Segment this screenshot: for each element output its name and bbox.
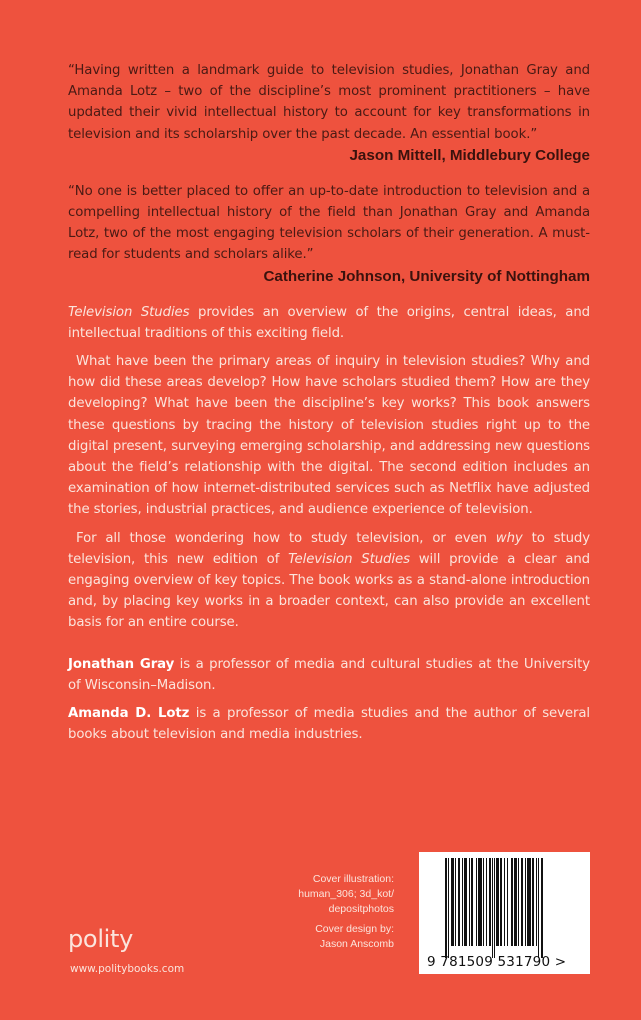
author-name: Jonathan Gray	[68, 656, 175, 672]
cover-text-block	[68, 60, 590, 752]
endorsement-quote-2: “No one is better placed to offer an up-to-date introduction to television and a compelling intellectual history of the field than Jonathan Gray and Amanda Lotz, two of the most engaging television scholars of their generation. A must-read for students and scholars alike.”	[68, 183, 590, 263]
author-bio-2: Amanda D. Lotz is a professor of media studies and the author of several books about television and media industries.	[68, 706, 590, 743]
illustration-credit: Cover illustration: human_306; 3d_kot/ depositphotos	[298, 873, 394, 915]
author-bio-1: Jonathan Gray is a professor of media and cultural studies at the University of Wisconsin–Madison.	[68, 656, 590, 693]
author-name: Amanda D. Lotz	[68, 706, 190, 722]
endorsement-attribution-2: Catherine Johnson, University of Nottingham	[263, 267, 590, 285]
endorsement-quote-1: “Having written a landmark guide to television studies, Jonathan Gray and Amanda Lotz – two of the discipline’s most prominent practitioners – have updated their vivid intellectual history to account for key transformations in television and its scholarship over the past decade. An essential book.”	[68, 63, 590, 142]
design-credit: Cover design by: Jason Anscomb	[315, 923, 394, 950]
book-title-italic: Television Studies	[288, 551, 410, 567]
barcode-bars	[445, 858, 569, 952]
description-paragraph-3: For all those wondering how to study television, or even why to study television, this new edition of Television Studies will provide a clear and engaging overview of key topics. The book works as a stand-alone introduction and, by placing key works in a broader context, can also provide an excellent basis for an entire course.	[68, 530, 591, 631]
isbn-number: 9 781509 531790 >	[427, 954, 567, 970]
endorsement-attribution-1: Jason Mittell, Middlebury College	[349, 146, 590, 164]
cover-credits	[270, 872, 394, 957]
description-paragraph-2: What have been the primary areas of inquiry in television studies? Why and how did these areas develop? How have scholars studied them? How are they developing? What have been the discipline’s key works? This book answers these questions by tracing the history of television studies right up to the digital present, surveying emerging scholarship, and addressing new questions about the field’s relationship with the digital. The second edition includes an examination of how internet-distributed services such as Netflix have adjusted the stories, industrial practices, and audience experience of television.	[68, 354, 590, 518]
description-paragraph-1: Television Studies provides an overview of the origins, central ideas, and intellectual traditions of this exciting field.	[68, 304, 590, 341]
publisher-logo: polity	[68, 925, 134, 953]
publisher-url: www.politybooks.com	[70, 963, 185, 975]
isbn-barcode	[419, 852, 590, 974]
book-title-italic: Television Studies	[68, 304, 190, 320]
